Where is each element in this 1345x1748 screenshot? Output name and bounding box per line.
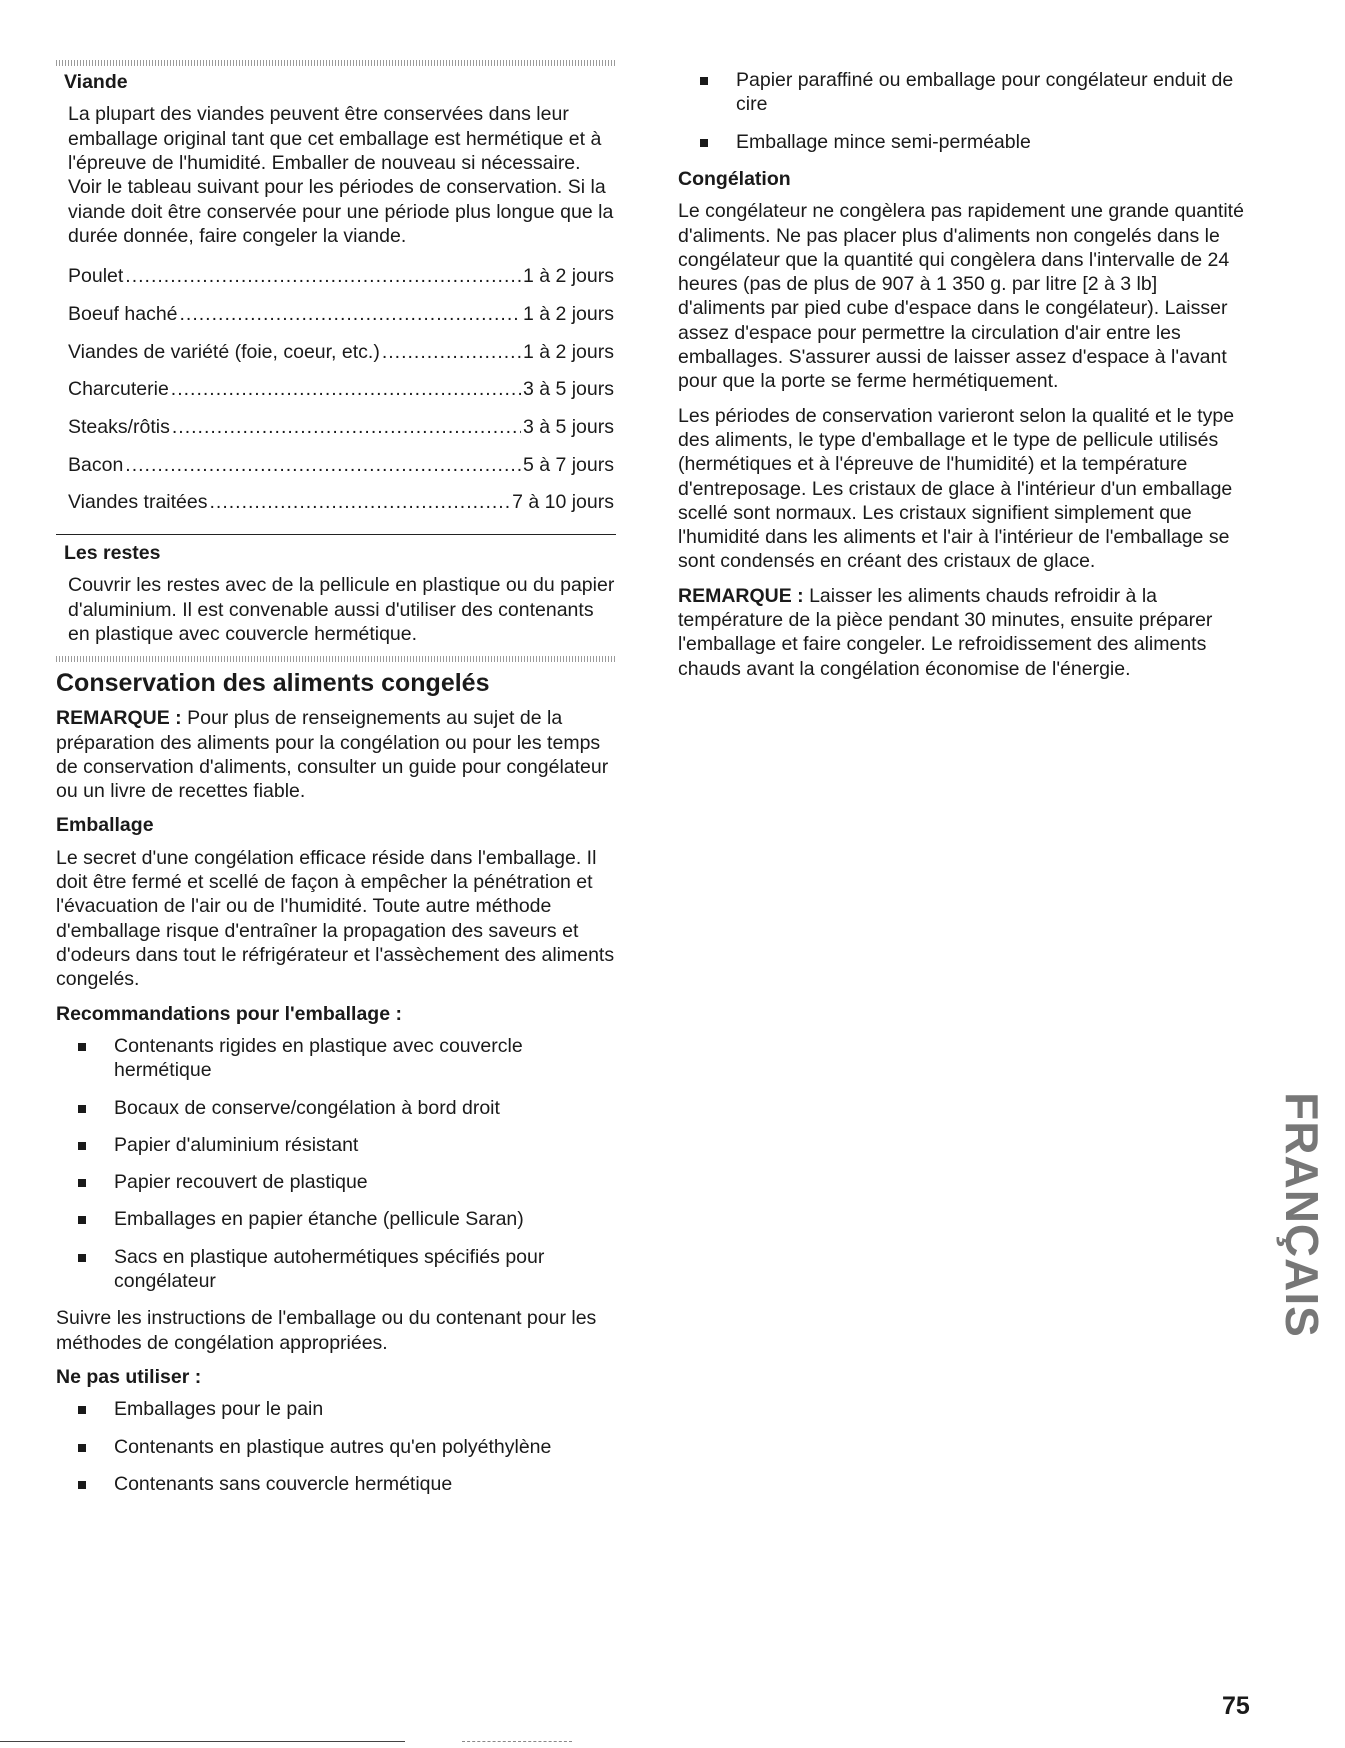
meat-row: [68, 371, 614, 409]
meat-row: [68, 484, 614, 522]
remarque-label: REMARQUE :: [678, 584, 804, 607]
list-item: [678, 130, 1244, 154]
list-item-text: Papier paraffiné ou emballage pour congélateur enduit de cire: [736, 69, 1234, 116]
page-number: 75: [1222, 1692, 1250, 1720]
dot-leader: [172, 409, 521, 447]
restes-heading: Les restes: [64, 541, 161, 564]
list-item: [56, 1435, 616, 1459]
dotted-divider: [56, 60, 616, 66]
remarque-text: Laisser les aliments chauds refroidir à la température de la pièce pendant 30 minutes, ensuite préparer l'emballage et faire congeler. Le refroidissement des aliments chauds avant la congélation économise de l'énergie.: [678, 584, 1213, 680]
square-bullet-icon: [78, 1142, 86, 1150]
meat-name: Steaks/rôtis: [68, 415, 170, 438]
list-item: [56, 1096, 616, 1120]
restes-paragraph: Couvrir les restes avec de la pellicule en plastique ou du papier d'aluminium. Il est convenable aussi d'utiliser des contenants en plastique avec couvercle hermétique.: [68, 574, 615, 645]
list-item-text: Contenants en plastique autres qu'en polyéthylène: [114, 1435, 552, 1458]
meat-row: [68, 409, 614, 447]
list-item-text: Contenants sans couvercle hermétique: [114, 1472, 453, 1495]
list-item: [56, 1472, 616, 1496]
meat-name: Viandes de variété (foie, coeur, etc.): [68, 340, 380, 363]
viande-heading: Viande: [64, 71, 128, 93]
meat-days: 1 à 2 jours: [522, 265, 614, 288]
section-title: Conservation des aliments congelés: [56, 669, 490, 698]
meat-name: Poulet: [68, 265, 124, 288]
ne-pas-utiliser-list: [56, 1397, 616, 1496]
right-column: [678, 68, 1244, 691]
square-bullet-icon: [78, 1406, 86, 1414]
meat-days: 3 à 5 jours: [522, 378, 614, 401]
list-item: [56, 1397, 616, 1421]
congelation-paragraph-1: Le congélateur ne congèlera pas rapidement une grande quantité d'aliments. Ne pas placer plus d'aliments non congelés dans le congélateur que la quantité qui congèlera dans l'intervalle de 24 heures (pas de plus de 907 à 1 350 g. par litre [2 à 3 lb] d'aliments par pied cube d'espace dans le congélateur). Laisser assez d'espace pour permettre la circulation d'air entre les emballages. S'assurer aussi de laisser assez d'espace à l'avant pour que la porte se ferme hermétiquement.: [678, 200, 1244, 393]
list-item-text: Bocaux de conserve/congélation à bord droit: [114, 1096, 500, 1119]
list-item: [56, 1245, 616, 1294]
dot-leader: [209, 484, 510, 522]
square-bullet-icon: [78, 1254, 86, 1262]
remarque-paragraph: [56, 706, 616, 803]
emballage-heading: Emballage: [56, 814, 154, 837]
meat-days: 1 à 2 jours: [522, 302, 614, 325]
suivre-paragraph: Suivre les instructions de l'emballage ou du contenant pour les méthodes de congélation appropriées.: [56, 1307, 597, 1354]
congelation-heading: Congélation: [678, 167, 791, 190]
meat-name: Bacon: [68, 453, 124, 476]
recommandations-list: [56, 1034, 616, 1293]
dotted-divider: [56, 656, 616, 662]
list-item-text: Emballages en papier étanche (pellicule Saran): [114, 1208, 524, 1231]
solid-divider: [56, 534, 616, 535]
list-item: [678, 68, 1244, 117]
remarque-label: REMARQUE :: [56, 707, 182, 730]
congelation-paragraph-2: Les périodes de conservation varieront selon la qualité et le type des aliments, le type d'emballage et le type de pellicule utilisés (hermétiques et à l'épreuve de l'humidité) et la température d'entreposage. Les cristaux de glace à l'intérieur d'un emballage scellé sont normaux. Les cristaux signifient simplement que l'humidité dans les aliments et l'air à l'intérieur de l'emballage se sont condensés en créant des cristaux de glace.: [678, 404, 1235, 573]
meat-name: Viandes traitées: [68, 491, 208, 514]
list-item: [56, 1170, 616, 1194]
footer-rule: [462, 1741, 572, 1742]
footer-rule: [0, 1741, 405, 1742]
square-bullet-icon: [78, 1444, 86, 1452]
meat-days: 5 à 7 jours: [522, 453, 614, 476]
emballage-list-continued: [678, 68, 1244, 154]
meat-days: 7 à 10 jours: [512, 491, 614, 514]
dot-leader: [125, 447, 521, 485]
meat-name: Boeuf haché: [68, 302, 178, 325]
remarque-paragraph: [678, 584, 1244, 681]
list-item-text: Papier recouvert de plastique: [114, 1171, 368, 1194]
square-bullet-icon: [78, 1105, 86, 1113]
list-item-text: Emballages pour le pain: [114, 1398, 324, 1421]
list-item-text: Contenants rigides en plastique avec couvercle hermétique: [114, 1034, 523, 1082]
square-bullet-icon: [78, 1043, 86, 1051]
recommandations-heading: Recommandations pour l'emballage :: [56, 1002, 402, 1025]
language-side-tab: [1276, 1080, 1329, 1350]
list-item: [56, 1207, 616, 1231]
dot-leader: [171, 371, 521, 409]
dot-leader: [180, 296, 521, 334]
list-item: [56, 1034, 616, 1083]
list-item-text: Sacs en plastique autohermétiques spécifiés pour congélateur: [114, 1245, 545, 1293]
square-bullet-icon: [700, 139, 708, 147]
meat-days: 1 à 2 jours: [522, 340, 614, 363]
meat-name: Charcuterie: [68, 378, 169, 401]
dot-leader: [125, 258, 521, 296]
viande-paragraph: La plupart des viandes peuvent être conservées dans leur emballage original tant que cet emballage est hermétique et à l'épreuve de l'humidité. Emballer de nouveau si nécessaire. Voir le tableau suivant pour les périodes de conservation. Si la viande doit être conservée pour une période plus longue que la durée donnée, faire congeler la viande.: [68, 103, 614, 247]
square-bullet-icon: [78, 1481, 86, 1489]
square-bullet-icon: [78, 1216, 86, 1224]
meat-storage-table: [68, 258, 614, 522]
meat-row: [68, 334, 614, 372]
square-bullet-icon: [700, 77, 708, 85]
remarque-text: Pour plus de renseignements au sujet de la préparation des aliments pour la congélation ou pour les temps de conservation d'aliments, consulter un guide pour congélateur ou un livre de recettes fiable.: [56, 707, 609, 803]
meat-row: [68, 258, 614, 296]
left-column: [56, 60, 616, 1509]
language-tab-label: FRANÇAIS: [1276, 1092, 1329, 1338]
meat-row: [68, 447, 614, 485]
emballage-paragraph: Le secret d'une congélation efficace réside dans l'emballage. Il doit être fermé et scellé de façon à empêcher la pénétration et l'évacuation de l'air ou de l'humidité. Toute autre méthode d'emballage risque d'entraîner la propagation des saveurs et d'odeurs dans tout le réfrigérateur et l'assèchement des aliments congelés.: [56, 846, 615, 991]
ne-pas-utiliser-heading: Ne pas utiliser :: [56, 1365, 202, 1388]
meat-days: 3 à 5 jours: [522, 415, 614, 438]
dot-leader: [382, 334, 521, 372]
list-item-text: Emballage mince semi-perméable: [736, 130, 1031, 153]
square-bullet-icon: [78, 1179, 86, 1187]
meat-row: [68, 296, 614, 334]
list-item-text: Papier d'aluminium résistant: [114, 1133, 359, 1156]
list-item: [56, 1133, 616, 1157]
